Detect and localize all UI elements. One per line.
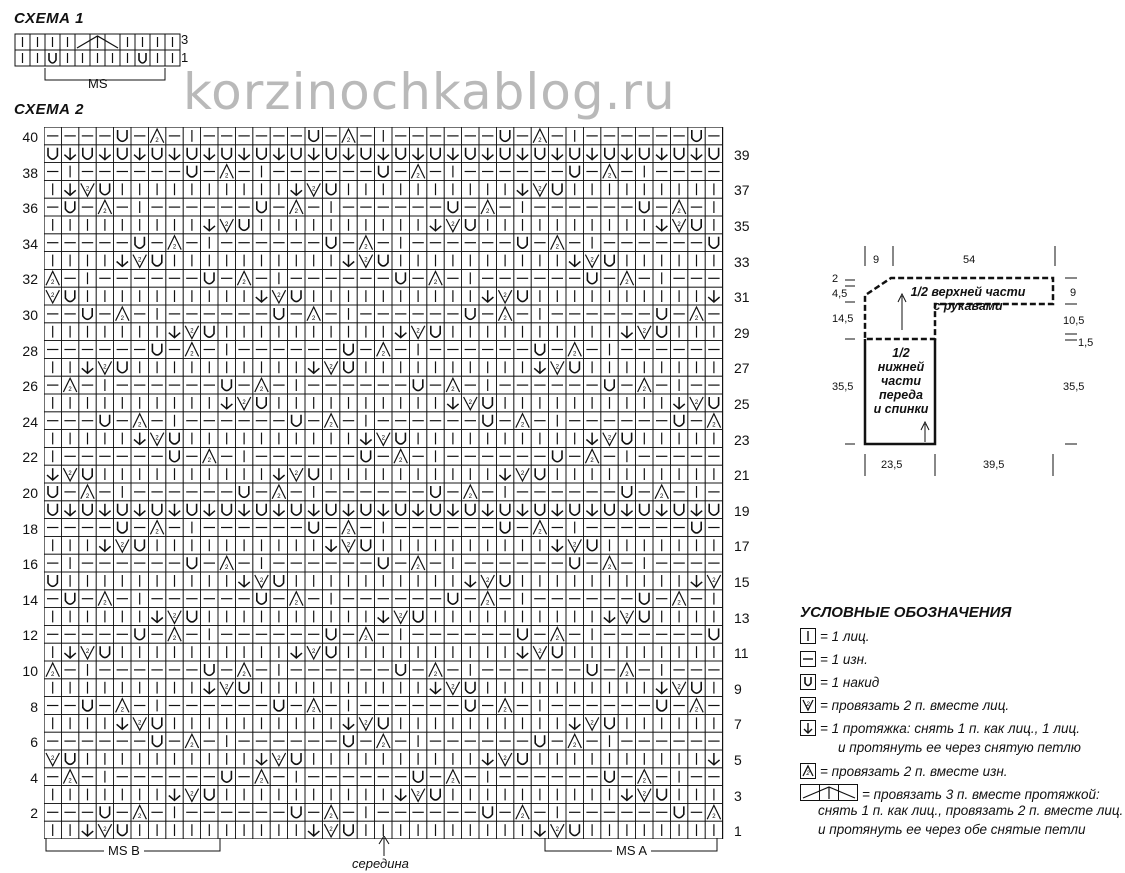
svg-text:2: 2 — [190, 743, 194, 749]
row-number-right: 15 — [734, 574, 750, 590]
svg-text:2: 2 — [555, 827, 559, 834]
row-number-right: 21 — [734, 467, 750, 484]
row-number-left: 22 — [22, 449, 38, 466]
row-number-right: 3 — [734, 787, 742, 804]
row-number-left: 30 — [22, 307, 38, 323]
svg-text:2: 2 — [329, 364, 333, 371]
svg-text:2: 2 — [468, 399, 472, 406]
svg-text:2: 2 — [555, 636, 559, 643]
svg-text:2: 2 — [138, 257, 142, 264]
svg-text:2: 2 — [381, 351, 385, 358]
svg-text:2: 2 — [677, 221, 681, 228]
svg-text:2: 2 — [312, 707, 316, 714]
lower-piece-line-2: нижней — [877, 360, 925, 374]
legend-item-ssk-cont — [838, 740, 1081, 755]
svg-text:2: 2 — [607, 435, 612, 442]
svg-text:2: 2 — [433, 671, 438, 678]
dim-right-9: 9 — [1070, 287, 1077, 299]
legend-item-ssk — [800, 720, 1080, 736]
legend-text-knit: = 1 лиц. — [820, 628, 870, 644]
svg-text:2: 2 — [590, 458, 594, 465]
svg-text:2: 2 — [486, 600, 490, 607]
dim-left-14-5: 14,5 — [832, 313, 854, 325]
svg-text:2: 2 — [68, 387, 72, 393]
svg-text:2: 2 — [607, 565, 612, 571]
p2tog-icon — [800, 763, 816, 779]
legend-item-yarn-over — [800, 674, 879, 690]
upper-piece-line-1: 1/2 верхней части — [910, 285, 1026, 299]
row-number-right: 25 — [734, 396, 750, 412]
svg-text:2: 2 — [329, 422, 333, 429]
svg-text:2: 2 — [312, 649, 316, 656]
dim-left-2: 2 — [832, 273, 839, 285]
legend-item-k2tog — [800, 697, 1009, 713]
ms-a-label: MS A — [612, 843, 651, 858]
lower-piece-line-5: и спинки — [873, 402, 929, 416]
svg-text:2: 2 — [294, 600, 298, 607]
svg-text:2: 2 — [155, 435, 159, 442]
svg-text:2: 2 — [503, 315, 507, 322]
scheme1-row-3: 3 — [181, 32, 189, 47]
dim-left-35-5: 35,5 — [832, 381, 854, 393]
svg-text:2: 2 — [590, 257, 594, 264]
row-number-left: 12 — [22, 627, 38, 644]
svg-text:2: 2 — [277, 493, 281, 500]
svg-text:2: 2 — [364, 257, 368, 264]
svg-text:2: 2 — [155, 137, 159, 144]
svg-text:2: 2 — [660, 493, 664, 500]
row-number-right: 35 — [734, 218, 750, 234]
row-number-left: 14 — [22, 591, 38, 608]
svg-text:2: 2 — [694, 315, 699, 322]
lower-piece-line-1: 1/2 — [892, 346, 910, 360]
scheme1-chart — [10, 30, 210, 100]
row-number-left: 6 — [30, 734, 38, 751]
svg-text:2: 2 — [103, 209, 107, 215]
dim-bottom-23-5: 23,5 — [881, 459, 903, 471]
svg-text:2: 2 — [416, 328, 420, 335]
lower-piece-line-4: переда — [878, 388, 923, 402]
svg-text:2: 2 — [642, 328, 646, 335]
row-number-right: 13 — [734, 609, 750, 626]
svg-text:2: 2 — [242, 280, 246, 287]
yarn-over-icon — [800, 674, 816, 690]
dim-bottom-39-5: 39,5 — [983, 459, 1005, 471]
svg-text:2: 2 — [642, 791, 646, 798]
svg-text:2: 2 — [329, 827, 333, 834]
purl-icon — [800, 651, 816, 667]
svg-text:2: 2 — [573, 542, 577, 549]
svg-text:2: 2 — [138, 814, 142, 821]
watermark-text: korzinochkablog.ru — [183, 63, 676, 121]
k2tog-icon — [800, 697, 816, 713]
svg-text:2: 2 — [416, 791, 420, 798]
svg-text:2: 2 — [538, 186, 542, 193]
row-number-left: 10 — [22, 663, 38, 679]
legend-text-sk2p: = провязать 3 п. вместе протяжкой: — [862, 787, 1100, 802]
dim-right-10-5: 10,5 — [1063, 315, 1085, 327]
legend-text-purl: = 1 изн. — [820, 651, 868, 667]
scheme1-row-1: 1 — [181, 50, 189, 65]
dim-top-54: 54 — [963, 254, 976, 266]
row-number-left: 38 — [22, 164, 38, 181]
svg-text:2: 2 — [694, 399, 699, 406]
svg-text:2: 2 — [590, 720, 594, 727]
svg-text:2: 2 — [451, 221, 455, 228]
svg-text:2: 2 — [225, 173, 229, 180]
row-number-left: 34 — [22, 235, 38, 252]
svg-text:2: 2 — [51, 293, 55, 300]
dim-top-9: 9 — [873, 254, 880, 266]
row-number-right: 39 — [734, 146, 750, 163]
svg-text:2: 2 — [155, 529, 159, 536]
svg-text:2: 2 — [120, 315, 124, 322]
row-number-right: 17 — [734, 538, 750, 555]
ms-b-label: MS B — [104, 843, 144, 858]
legend-text-ssk-cont: и протянуть ее через снятую петлю — [838, 740, 1081, 755]
svg-text:2: 2 — [51, 671, 55, 678]
dim-right-35-5: 35,5 — [1063, 381, 1085, 393]
svg-text:2: 2 — [68, 778, 72, 785]
row-number-right: 5 — [734, 752, 742, 768]
svg-text:2: 2 — [625, 613, 629, 620]
row-number-left: 36 — [22, 200, 38, 217]
row-number-right: 9 — [734, 680, 742, 697]
upper-piece-line-2: с рукавами — [933, 299, 1003, 313]
svg-text:2: 2 — [103, 827, 107, 834]
svg-text:2: 2 — [120, 542, 124, 549]
svg-text:2: 2 — [85, 649, 90, 656]
row-number-left: 4 — [30, 769, 38, 786]
legend-title: УСЛОВНЫЕ ОБОЗНАЧЕНИЯ — [800, 604, 1012, 621]
svg-text:2: 2 — [346, 529, 351, 536]
svg-text:2: 2 — [416, 565, 420, 571]
legend-text-sk2p-cont2: и протянуть ее через обе снятые петли — [818, 822, 1086, 837]
svg-text:2: 2 — [520, 814, 525, 821]
legend-item-p2tog — [800, 763, 1008, 779]
svg-text:2: 2 — [625, 280, 629, 287]
svg-text:2: 2 — [225, 565, 229, 571]
svg-text:2: 2 — [806, 771, 810, 777]
svg-text:2: 2 — [806, 702, 810, 708]
upper-piece-label — [893, 285, 1043, 313]
svg-text:2: 2 — [642, 778, 646, 785]
svg-text:2: 2 — [573, 743, 577, 749]
svg-text:2: 2 — [538, 649, 542, 656]
svg-text:2: 2 — [503, 293, 507, 300]
svg-text:2: 2 — [677, 684, 681, 691]
legend-text-yarn-over: = 1 накид — [820, 674, 880, 690]
svg-text:2: 2 — [607, 173, 612, 180]
svg-text:2: 2 — [312, 315, 316, 322]
dim-right-1-5: 1,5 — [1078, 337, 1094, 349]
svg-text:2: 2 — [51, 755, 55, 762]
svg-text:2: 2 — [677, 600, 681, 607]
svg-text:2: 2 — [451, 684, 455, 691]
scheme1-ms-label: MS — [88, 76, 108, 91]
legend-text-ssk: = 1 протяжка: снять 1 п. как лиц., 1 лиц. — [820, 720, 1080, 736]
svg-text:2: 2 — [555, 244, 559, 251]
row-number-right: 31 — [734, 289, 750, 306]
svg-text:2: 2 — [138, 720, 142, 727]
svg-text:2: 2 — [225, 221, 229, 228]
row-number-left: 32 — [22, 271, 38, 288]
svg-text:2: 2 — [172, 613, 177, 620]
svg-text:2: 2 — [190, 351, 194, 358]
row-number-left: 24 — [22, 413, 38, 430]
row-number-left: 40 — [22, 129, 38, 145]
svg-text:2: 2 — [51, 280, 55, 287]
legend-item-purl — [800, 651, 868, 667]
svg-text:2: 2 — [294, 471, 298, 478]
svg-text:2: 2 — [451, 387, 455, 393]
row-number-right: 23 — [734, 431, 750, 448]
svg-text:2: 2 — [312, 186, 316, 193]
row-number-right: 33 — [734, 253, 750, 270]
svg-text:2: 2 — [712, 577, 716, 584]
svg-text:2: 2 — [520, 422, 525, 429]
svg-text:2: 2 — [503, 755, 507, 762]
legend-text-p2tog: = провязать 2 п. вместе изн. — [820, 763, 1008, 779]
svg-text:2: 2 — [259, 778, 264, 785]
svg-text:2: 2 — [277, 755, 281, 762]
svg-text:2: 2 — [294, 209, 298, 215]
legend-text-sk2p-cont1: снять 1 п. как лиц., провязать 2 п. вместе лиц. — [818, 803, 1124, 818]
svg-text:2: 2 — [103, 364, 107, 371]
row-number-right: 37 — [734, 182, 750, 199]
svg-text:2: 2 — [207, 458, 211, 465]
svg-text:2: 2 — [259, 577, 264, 584]
legend-text-k2tog: = провязать 2 п. вместе лиц. — [820, 697, 1010, 713]
lower-piece-line-3: части — [881, 374, 921, 388]
svg-text:2: 2 — [694, 707, 699, 714]
svg-text:2: 2 — [242, 399, 246, 406]
row-number-right: 7 — [734, 716, 742, 733]
ssk-icon — [800, 720, 816, 736]
scheme2-title: СХЕМА 2 — [14, 101, 84, 118]
svg-text:2: 2 — [381, 435, 385, 442]
row-number-left: 26 — [22, 378, 38, 395]
svg-text:2: 2 — [555, 364, 559, 371]
svg-text:2: 2 — [399, 613, 403, 620]
svg-text:2: 2 — [451, 778, 455, 785]
svg-text:2: 2 — [416, 173, 420, 180]
svg-text:2: 2 — [190, 328, 194, 335]
svg-text:2: 2 — [277, 293, 281, 300]
legend-item-sk2p — [800, 784, 1100, 805]
svg-text:2: 2 — [364, 636, 368, 643]
svg-text:2: 2 — [364, 244, 368, 251]
svg-text:2: 2 — [364, 720, 368, 727]
svg-text:2: 2 — [538, 137, 542, 144]
row-number-left: 28 — [22, 342, 38, 359]
scheme1-title: СХЕМА 1 — [14, 10, 84, 27]
svg-text:2: 2 — [538, 529, 542, 536]
row-number-right: 11 — [734, 645, 749, 662]
svg-text:2: 2 — [138, 422, 142, 429]
svg-text:2: 2 — [399, 458, 403, 465]
svg-text:2: 2 — [433, 280, 438, 287]
legend-item-sk2p-cont2 — [818, 822, 1085, 837]
svg-text:2: 2 — [172, 636, 177, 643]
svg-text:2: 2 — [712, 422, 716, 429]
row-number-left: 18 — [22, 520, 38, 537]
svg-text:2: 2 — [520, 471, 525, 478]
row-number-right: 1 — [734, 823, 742, 840]
svg-text:2: 2 — [85, 493, 90, 500]
svg-text:2: 2 — [172, 244, 177, 251]
scheme2-chart — [44, 127, 724, 839]
svg-text:2: 2 — [103, 600, 107, 607]
svg-text:2: 2 — [346, 137, 351, 144]
svg-text:2: 2 — [677, 209, 681, 215]
svg-text:2: 2 — [242, 671, 246, 678]
lower-piece-label — [866, 346, 936, 416]
svg-text:2: 2 — [486, 577, 490, 584]
legend-item-knit — [800, 628, 870, 644]
row-number-left: 16 — [22, 556, 38, 573]
legend-item-sk2p-cont1 — [818, 803, 1123, 818]
svg-text:2: 2 — [68, 471, 72, 478]
svg-text:2: 2 — [642, 387, 646, 393]
svg-text:2: 2 — [85, 186, 90, 193]
svg-text:2: 2 — [329, 814, 333, 821]
row-number-left: 2 — [30, 805, 38, 822]
svg-text:2: 2 — [346, 542, 351, 549]
sk2p-icon — [800, 784, 858, 805]
svg-text:2: 2 — [625, 671, 629, 678]
svg-text:2: 2 — [225, 684, 229, 691]
row-number-right: 27 — [734, 360, 750, 377]
svg-text:2: 2 — [190, 791, 194, 798]
svg-text:2: 2 — [486, 209, 490, 215]
svg-text:2: 2 — [712, 814, 716, 821]
svg-text:2: 2 — [381, 743, 385, 749]
svg-text:2: 2 — [503, 707, 507, 714]
row-number-right: 29 — [734, 324, 750, 341]
center-label: середина — [352, 856, 409, 871]
row-number-left: 8 — [30, 698, 38, 715]
row-number-left: 20 — [22, 485, 38, 501]
svg-text:2: 2 — [573, 351, 577, 358]
knit-icon — [800, 628, 816, 644]
svg-text:2: 2 — [259, 387, 264, 393]
dim-left-4-5: 4,5 — [832, 288, 848, 300]
svg-text:2: 2 — [120, 707, 124, 714]
svg-text:2: 2 — [468, 493, 472, 500]
row-number-right: 19 — [734, 502, 750, 519]
